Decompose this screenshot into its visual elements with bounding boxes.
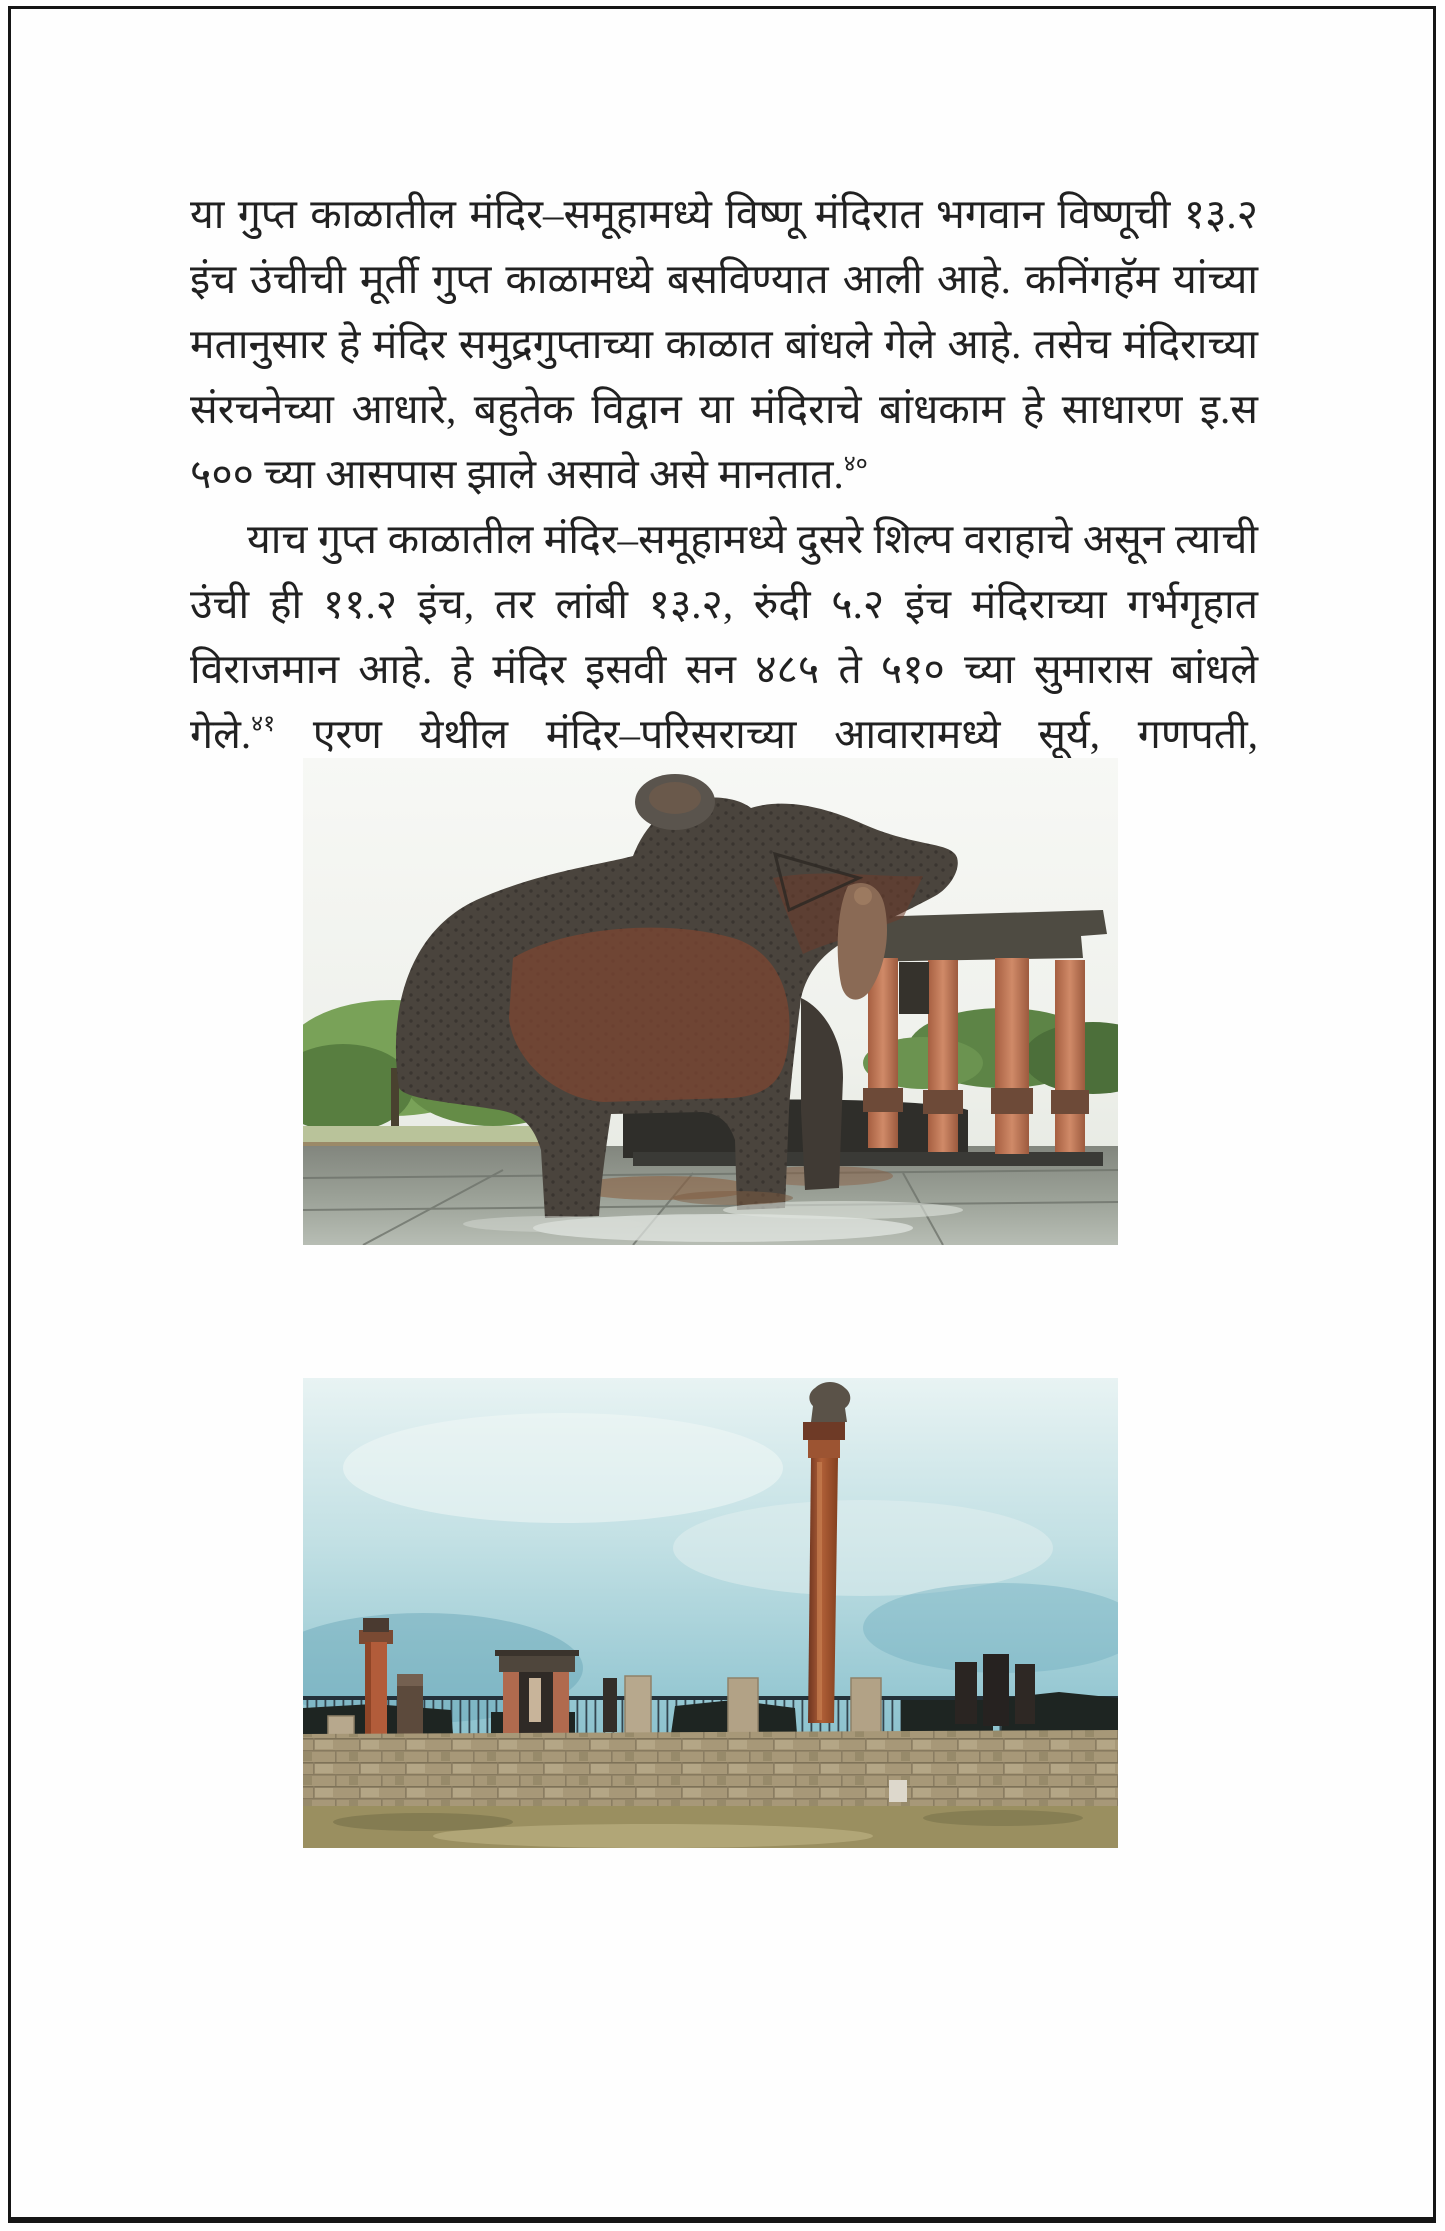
eran-pillar-photo [303,1378,1118,1848]
text-line [190,572,1258,637]
small-pavilion [495,1650,579,1736]
text-line [190,637,1258,702]
text-line-content: एरण येथील मंदिर–परिसराच्या आवारामध्ये सूर्य, गणपती, [312,711,1258,757]
text-line-content: मतानुसार हे मंदिर समुद्रगुप्ताच्या काळात बांधले गेले आहे. तसेच मंदिराच्या [190,321,1258,367]
text-line [190,377,1258,442]
text-line [190,442,1258,507]
text-line [190,182,1258,247]
text-line-content: गेले. [190,711,252,757]
footnote-ref-40: ४० [843,451,868,477]
text-line [190,247,1258,312]
eran-pillar-illustration [303,1378,1118,1848]
column-stump [603,1678,617,1732]
text-line-content: या गुप्त काळातील मंदिर–समूहामध्ये विष्णू मंदिरात भगवान विष्णूची १३.२ [190,191,1258,237]
stone-wall [303,1730,1118,1808]
text-line [190,312,1258,377]
right-stumps [955,1654,1035,1726]
varaha-boar-statue-illustration [303,758,1118,1245]
text-line-content: इंच उंचीची मूर्ती गुप्त काळामध्ये बसविण्यात आली आहे. कनिंगहॅम यांच्या [190,256,1258,302]
text-line-content: उंची ही ११.२ इंच, तर लांबी १३.२, रुंदी ५.२ इंच मंदिराच्या गर्भगृहात [190,581,1258,627]
varaha-boar-statue-photo [303,758,1118,1245]
text-line-content: ५०० च्या आसपास झाले असावे असे मानतात. [190,451,844,497]
text-line-content: विराजमान आहे. हे मंदिर इसवी सन ४८५ ते ५१० च्या सुमारास बांधले [190,646,1258,692]
text-line-content: याच गुप्त काळातील मंदिर–समूहामध्ये दुसरे शिल्प वराहाचे असून त्याची [247,516,1258,562]
text-line-content: संरचनेच्या आधारे, बहुतेक विद्वान या मंदिराचे बांधकाम हे साधारण इ.स [190,386,1258,432]
text-line [190,507,1258,572]
footnote-ref-41: ४१ [251,711,276,737]
body-text [190,182,1258,767]
